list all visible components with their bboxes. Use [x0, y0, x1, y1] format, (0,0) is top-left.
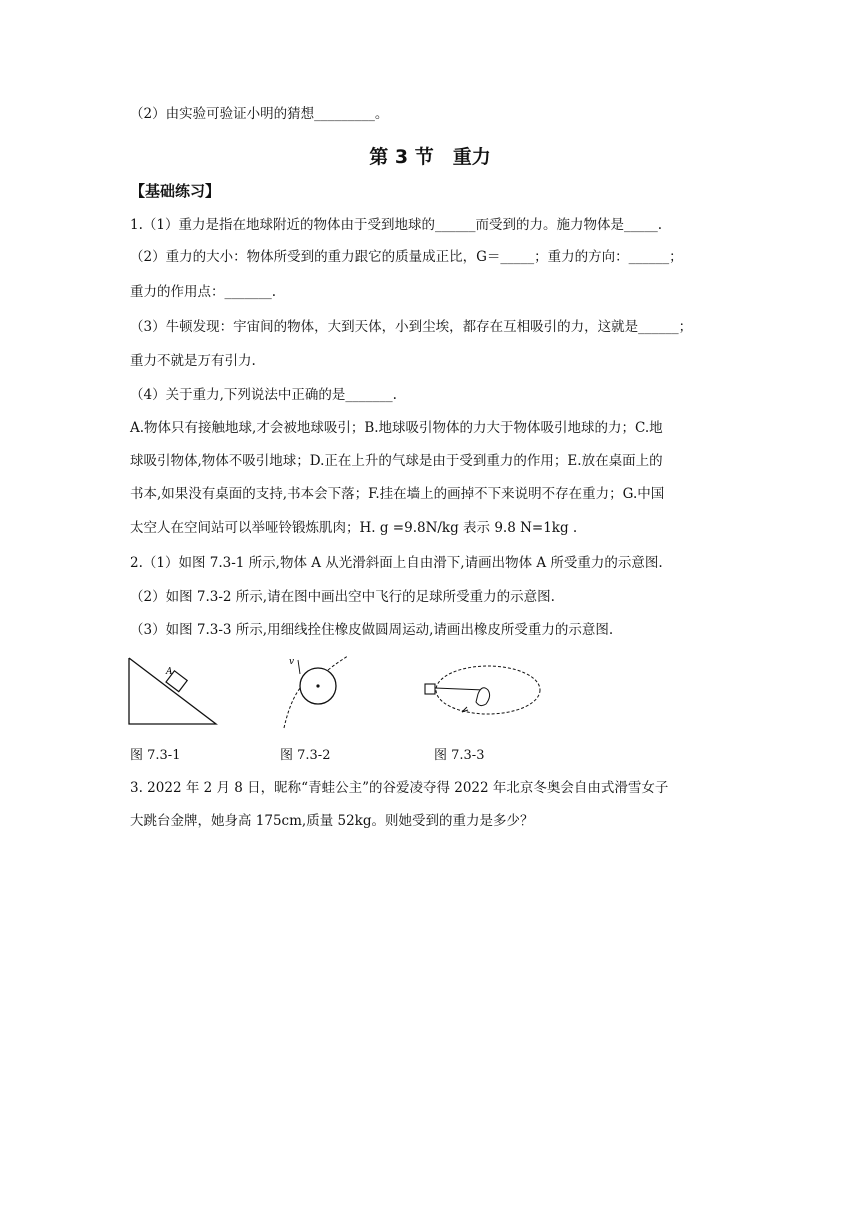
section-title: 第 3 节 重力	[369, 146, 491, 168]
text-line-5: （3）牛顿发现：宇宙间的物体，大到天体，小到尘埃，都存在互相吸引的力，这就是______；	[130, 319, 693, 335]
text-line-4: 重力的作用点：_______.	[130, 284, 277, 300]
incline-figure	[126, 654, 222, 728]
text-line-2: 1.（1）重力是指在地球附近的物体由于受到地球的______而受到的力。施力物体是_____.	[130, 217, 663, 233]
figure-caption-2: 图 7.3-2	[280, 748, 331, 763]
velocity-label: v	[289, 657, 295, 667]
text-line-8: A.物体只有接触地球,才会被地球吸引；B.地球吸引物体的力大于物体吸引地球的力；C.地	[130, 420, 663, 436]
figure-caption-3: 图 7.3-3	[434, 748, 485, 763]
figure-caption-1: 图 7.3-1	[130, 748, 181, 763]
text-line-11: 太空人在空间站可以举哑铃锻炼肌肉；H. g =9.8N/kg 表示 9.8 N=1kg .	[130, 520, 578, 536]
text-line-7: （4）关于重力,下列说法中正确的是_______.	[130, 387, 397, 403]
text-line-1: （2）由实验可验证小明的猜想_________。	[130, 106, 389, 122]
text-line-14: （3）如图 7.3-3 所示,用细线拴住橡皮做圆周运动,请画出橡皮所受重力的示意图.	[130, 622, 614, 638]
text-line-10: 书本,如果没有桌面的支持,书本会下落；F.挂在墙上的画掉不下来说明不存在重力；G.中国	[130, 486, 665, 502]
block-label: A	[166, 667, 173, 677]
text-line-9: 球吸引物体,物体不吸引地球；D.正在上升的气球是由于受到重力的作用；E.放在桌面上的	[130, 453, 663, 469]
football-figure	[278, 652, 352, 732]
text-line-15: 3. 2022 年 2 月 8 日，昵称“青蛙公主”的谷爱凌夺得 2022 年北京冬奥会自由式滑雪女子	[130, 780, 669, 796]
exercise-heading: 【基础练习】	[130, 182, 221, 200]
text-line-6: 重力不就是万有引力.	[130, 353, 256, 369]
text-line-13: （2）如图 7.3-2 所示,请在图中画出空中飞行的足球所受重力的示意图.	[130, 589, 555, 605]
text-line-3: （2）重力的大小：物体所受到的重力跟它的质量成正比，G＝_____；重力的方向：______；	[130, 249, 683, 265]
text-line-12: 2.（1）如图 7.3-1 所示,物体 A 从光滑斜面上自由滑下,请画出物体 A 所受重力的示意图.	[130, 555, 663, 571]
text-line-16: 大跳台金牌，她身高 175cm,质量 52kg。则她受到的重力是多少？	[130, 813, 534, 829]
circular-motion-figure	[420, 658, 544, 724]
